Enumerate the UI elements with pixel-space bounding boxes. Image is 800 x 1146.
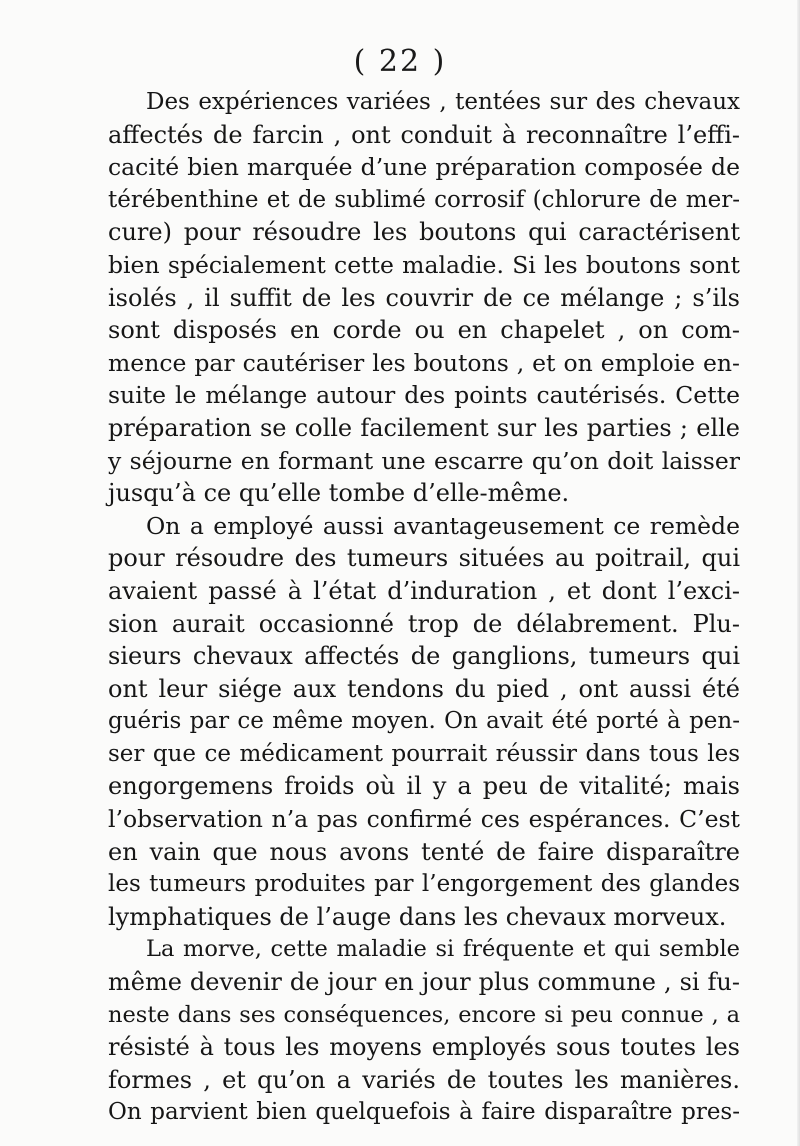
text-line: jusqu’à ce qu’elle tombe d’elle-même. <box>108 479 570 508</box>
text-line: Des expériences variées , tentées sur des chevaux <box>146 89 740 115</box>
text-line: engorgemens froids où il y a peu de vitalité; mais <box>108 772 740 801</box>
text-line: ser que ce médicament pourrait réussir dans tous les <box>108 740 740 767</box>
text-line: préparation se colle facilement sur les parties ; elle <box>108 413 740 442</box>
text-line: La morve, cette maladie si fréquente et qui semble <box>146 936 740 963</box>
text-line: lymphatiques de l’auge dans les chevaux morveux. <box>108 902 727 931</box>
text-line: bien spécialement cette maladie. Si les boutons sont <box>108 250 740 279</box>
page-number: ( 22 ) <box>353 44 447 79</box>
text-line: sieurs chevaux affectés de ganglions, tumeurs qui <box>108 642 740 671</box>
text-line: On a employé aussi avantageusement ce remède <box>146 511 740 540</box>
text-line: térébenthine et de sublimé corrosif (chlorure de mer- <box>108 186 740 213</box>
text-line: isolés , il suffit de les couvrir de ce mélange ; s’ils <box>108 283 740 312</box>
text-line: sont disposés en corde ou en chapelet , on com- <box>108 316 740 345</box>
text-line: avaient passé à l’état d’induration , et dont l’exci- <box>108 576 740 605</box>
text-line: pour résoudre des tumeurs situées au poitrail, qui <box>108 544 740 573</box>
text-line: suite le mélange autour des points cautérisés. Cette <box>108 381 740 410</box>
text-line: les tumeurs produites par l’engorgement des glandes <box>108 871 740 898</box>
text-line: sion aurait occasionné trop de délabrement. Plu- <box>108 609 740 638</box>
text-line: l’observation n’a pas confirmé ces espérances. C’est <box>108 805 740 834</box>
text-line: mence par cautériser les boutons , et on emploie en- <box>108 348 740 377</box>
text-line: On parvient bien quelquefois à faire disparaître pres- <box>108 1099 740 1126</box>
text-line: en vain que nous avons tenté de faire disparaître <box>108 837 740 866</box>
text-line: neste dans ses conséquences, encore si peu connue , a <box>108 1001 740 1028</box>
text-line: y séjourne en formant une escarre qu’on doit laisser <box>108 446 740 475</box>
text-line: cure) pour résoudre les boutons qui caractérisent <box>108 218 740 247</box>
text-line: résisté à tous les moyens employés sous toutes les <box>108 1033 740 1062</box>
text-line: guéris par ce même moyen. On avait été porté à pen- <box>108 708 740 735</box>
text-line: ont leur siége aux tendons du pied , ont aussi été <box>108 674 740 703</box>
text-line: même devenir de jour en jour plus commune , si fu- <box>108 968 740 997</box>
text-line: formes , et qu’on a variés de toutes les manières. <box>108 1065 740 1094</box>
text-line: affectés de farcin , ont conduit à reconnaître l’effi- <box>108 120 740 149</box>
body-text <box>108 86 740 1129</box>
text-line: cacité bien marquée d’une préparation composée de <box>108 153 740 182</box>
